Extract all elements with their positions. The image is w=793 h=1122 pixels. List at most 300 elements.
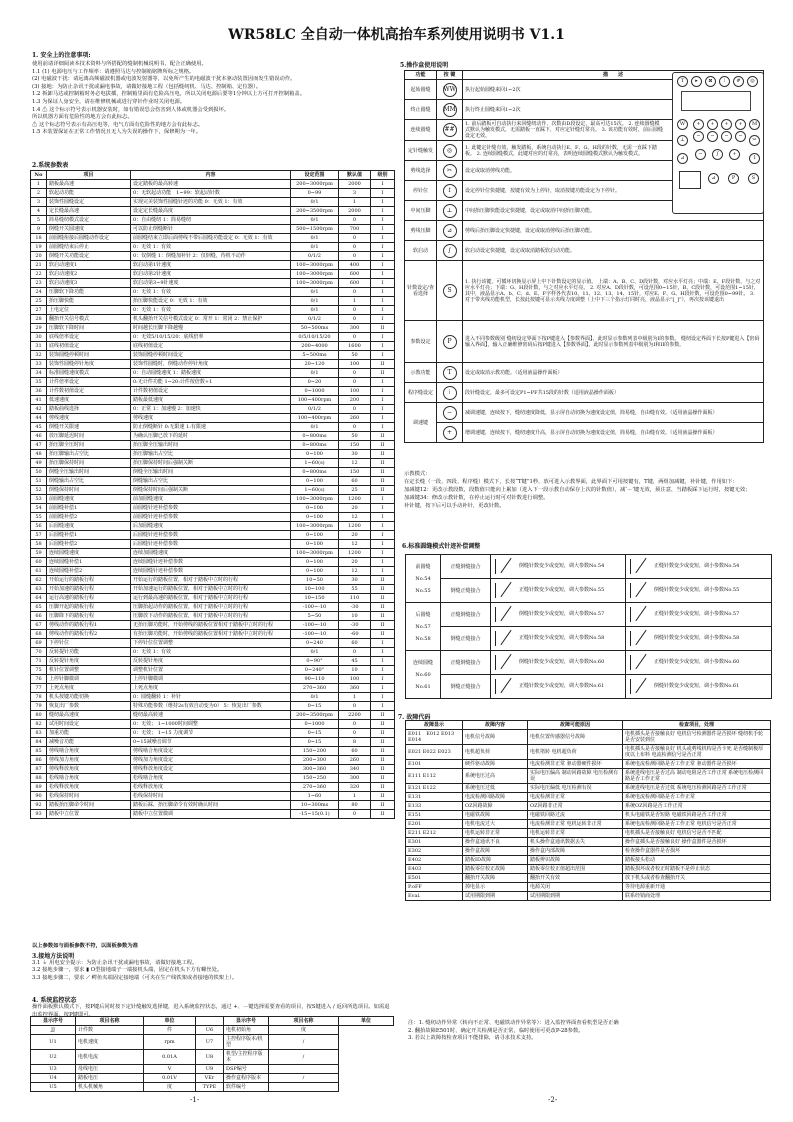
panel-key-icon[interactable]: − [721, 131, 732, 142]
unit: 0.01A [144, 1050, 196, 1065]
param-item: 前圆缝衔接后圆缝动作设定 [47, 234, 131, 243]
description: 减调速键，连续按下，缝纫速度降低，显示屏自动切换为速度设定值，简易缝，自由缝有效。（适用液晶操作面板） [463, 403, 764, 423]
param-default: 200 [339, 396, 371, 405]
param-row [31, 585, 395, 594]
panel-key-icon[interactable]: + [729, 149, 740, 160]
key-cell [437, 80, 463, 100]
fault-row [406, 760, 771, 769]
param-default: 8 [339, 738, 371, 747]
stitch-diagram-icon [493, 557, 515, 575]
param-item: 压脚软下降时间 [47, 324, 131, 333]
fault-note: 注：1. 缝纫动作异常（转向不正常、电磁铁动作异常等）：进入监控界面查看机型是否正确 [408, 1020, 619, 1026]
fault-cause: 电源关闭 [528, 883, 623, 892]
safety-line: 1.4 ⚠ 这个标示符号表示机器安装时，如有错误恐会伤害到人体或机器会受到损坏。 [32, 106, 230, 113]
item-name: 主控程序版本/机型 [224, 1035, 269, 1050]
param-row [31, 513, 395, 522]
fault-row [406, 892, 771, 901]
panel-key-icon[interactable]: M [749, 119, 760, 130]
key-cell [437, 181, 463, 201]
param-no: 21 [31, 261, 47, 270]
param-item: 踏板抬压脚命令时间 [47, 801, 131, 810]
safety-line: 1.1 (1) 电源电压与工作频率：请遵照马达与控制箱铭牌所标之规格。 [32, 68, 195, 75]
param-default: 0 [339, 423, 371, 432]
param-no: 82 [31, 720, 47, 729]
panel-key-icon[interactable]: ⊥ [677, 135, 688, 146]
param-content: 0：自由缝纫 1：简易缝纫 [131, 216, 291, 225]
param-item: 抬压脚快能 [47, 297, 131, 306]
panel-key-icon[interactable]: S [748, 173, 759, 184]
param-level: I [371, 522, 395, 531]
param-no: 90 [31, 792, 47, 801]
param-content: 无抬压脚功能时，开始剪线的踏板位置相对于踏板中立时的行程 [131, 621, 291, 630]
param-default: 2000 [339, 207, 371, 216]
param-content: 软启动第1针速度 [131, 261, 291, 270]
fault-content: 系统电压过高 [463, 769, 528, 784]
stitch-diagram-icon [493, 629, 515, 647]
param-level: II [371, 432, 395, 441]
param-content: 抬压脚快能设定 0：无效 1：有效 [131, 297, 291, 306]
param-range: 0/1 [291, 288, 339, 297]
panel-key-icon[interactable]: − [693, 131, 704, 142]
param-range: 0~100 [291, 567, 339, 576]
fault-cause: 机头操作盒通讯数据丢失 [528, 838, 623, 847]
fault-check: 电机插头是否接触良好 机头或剪线机构是否卡死 是否缝制极厚度以上布料 电流检测信号是否正常 [623, 745, 771, 760]
function-name: 示教功能 [405, 363, 437, 383]
item-name: 踏板电压 [76, 1074, 144, 1083]
panel-key-icon[interactable]: − [695, 149, 706, 160]
fault-row [406, 811, 771, 820]
unit: 度 [269, 1026, 339, 1035]
param-row [31, 558, 395, 567]
panel-key-icon[interactable]: ⊿ [677, 153, 688, 164]
fault-row [406, 838, 771, 847]
monitor-row [31, 1074, 394, 1083]
fault-check: 检查操作盒器件是否损坏 [623, 847, 771, 856]
param-level: I [371, 513, 395, 522]
param-level: I [371, 198, 395, 207]
fault-content: 电流检测回路故障 [463, 793, 528, 802]
fault-check: 放下机头或者检查翻抬开关 [623, 874, 771, 883]
param-row [31, 270, 395, 279]
param-range: 150~200 [291, 747, 339, 756]
param-row [31, 369, 395, 378]
param-item: 压脚软下降功能 [47, 288, 131, 297]
param-item: 软启动速度1 [47, 261, 131, 270]
param-no: 59 [31, 549, 47, 558]
panel-key-icon[interactable]: ⁞ [719, 76, 730, 87]
panel-key-icon[interactable]: − [735, 131, 746, 142]
param-range: 0~100 [291, 540, 339, 549]
panel-key-icon[interactable]: T [677, 76, 688, 87]
panel-key-icon[interactable]: + [707, 119, 718, 130]
stitch-diagram-icon [493, 677, 515, 695]
fault-content: 试用期限到期 [463, 892, 528, 901]
param-content: 设定踏板的最高转速 [131, 180, 291, 189]
stitch-diagram-icon [493, 653, 515, 671]
param-number: No.54 [415, 575, 431, 582]
param-item: 反转提针功能 [47, 648, 131, 657]
monitor-table [30, 1016, 394, 1092]
teach-line: 加减键34：修改示教针数，在停止运行时可对针数进行调整。 [404, 495, 549, 501]
teach-line: 示教模式： [404, 471, 431, 477]
param-content: 反转提针角度 [131, 657, 291, 666]
param-range: 100~3000rpm [291, 279, 339, 288]
safety-line: 使用前请详细阅读本技术资料与所搭配的缝制机械说明书，配合正确使用。 [32, 61, 207, 67]
param-default: -60 [339, 630, 371, 639]
param-level: I [371, 243, 395, 252]
param-row [31, 783, 395, 792]
key-cell [437, 241, 463, 261]
param-no: 48 [31, 450, 47, 459]
group-name: 连续圆缝 [412, 659, 433, 666]
param-item: 踏板曲线选择 [47, 405, 131, 414]
param-item: 简易缝纫模式设定 [47, 216, 131, 225]
param-item: 试用时间设定 [47, 720, 131, 729]
param-level: II [371, 738, 395, 747]
param-no: 77 [31, 684, 47, 693]
fault-content: 掉电显示 [463, 883, 528, 892]
param-row [31, 180, 395, 189]
adjust-cell [491, 579, 626, 603]
adjust-cell [626, 555, 772, 579]
param-item: 装饰性圆缝停针角度 [47, 360, 131, 369]
param-default: 60 [339, 639, 371, 648]
param-row [31, 189, 395, 198]
display-code: U1 [31, 1035, 76, 1050]
param-item: 后圆缝速度 [47, 522, 131, 531]
param-range: 0~240 [291, 639, 339, 648]
param-range: 0~100 [291, 531, 339, 540]
param-level: I [371, 702, 395, 711]
param-range: 0/1 [291, 198, 339, 207]
key-cell [437, 120, 463, 141]
panel-key-icon[interactable]: − [707, 131, 718, 142]
adjust-cell [626, 627, 772, 651]
param-range: 200~3500rpm [291, 207, 339, 216]
param-default: 12 [339, 513, 371, 522]
fault-content: 操作盒故障 [463, 847, 528, 856]
description: 进入不同参数级别 缝纫设定界面下按P键进入【参数界面】，此时显示参数列表中级别为I的参数。 缝纫设定界面下长按P键进入【密码输入界面】，输入正确维修密码后按P键进入【参数界面】，此时显示参数列表中级别为I和II的参数。 [463, 321, 764, 363]
param-no: 41 [31, 396, 47, 405]
param-no: 53 [31, 495, 47, 504]
param-content: 抬压脚输出占空比 [131, 450, 291, 459]
param-no: 33 [31, 360, 47, 369]
param-no: 86 [31, 756, 47, 765]
panel-key-icon[interactable]: ⊿ [708, 173, 719, 184]
param-row [31, 351, 395, 360]
adjust-text: 正缝针数变少或变短，调大参数No.55 [519, 586, 605, 593]
display-code: U9 [196, 1065, 224, 1074]
param-level: II [371, 711, 395, 720]
column-header: 内容 [131, 171, 291, 180]
param-item: 放压脚延迟时间 [47, 432, 131, 441]
param-row [31, 756, 395, 765]
fault-cause: 试用期限到期 [528, 892, 623, 901]
param-item: 松线保持时间 [47, 792, 131, 801]
param-range: 100~3000rpm [291, 549, 339, 558]
param-content: 上死点角度 [131, 684, 291, 693]
panel-key-icon[interactable]: + [735, 119, 746, 130]
param-content: 装饰性圆缝时，倒缝动作停针角度 [131, 360, 291, 369]
panel-indicator [679, 171, 701, 189]
panel-key-icon[interactable]: P [728, 173, 739, 184]
function-name: 起始圆缝 [405, 80, 437, 100]
param-content: 倒缝全压输出时间 [131, 468, 291, 477]
key-cell [437, 423, 463, 443]
group-cell [406, 651, 441, 699]
param-content: 0~15减噪音调节 [131, 738, 291, 747]
fault-content: 电机运转非正常 [463, 829, 528, 838]
column-header: 级别 [371, 171, 395, 180]
fault-check: 系统电流检测回路是否工作正常 电机信号是否正常 [623, 820, 771, 829]
param-content: 前加圆缝速度 [131, 495, 291, 504]
teach-line: 加减键12：更改示教段数，段数值只能向上累加（进入下一段示教自动保存上次的针数值），减‘－’键无效，须注意，当踏板踩下运行时，按键无效； [404, 487, 751, 493]
param-range: 0/1 [291, 216, 339, 225]
param-level: I [371, 693, 395, 702]
adjust-text: 倒缝针数变少或变短，调小参数No.55 [654, 586, 740, 593]
param-no: 18 [31, 234, 47, 243]
param-item: 上停针脚微调 [47, 675, 131, 684]
param-default: 0 [339, 729, 371, 738]
safety-line: 1.3 为保证人身安全，请在维修机械或进行穿针作业时关闭电源。 [32, 98, 186, 105]
param-default: 55 [339, 585, 371, 594]
panel-key-icon[interactable]: ⊠ [705, 76, 716, 87]
param-level: II [371, 459, 395, 468]
param-row [31, 432, 395, 441]
param-default: 50 [339, 432, 371, 441]
param-default: 0 [339, 702, 371, 711]
param-range: 0~800ms [291, 468, 339, 477]
param-item: 反转提针角度 [47, 657, 131, 666]
param-row [31, 477, 395, 486]
panel-key-icon[interactable]: ✂ [749, 135, 760, 146]
stitch-diagram-icon [628, 677, 650, 695]
unit: V [144, 1065, 196, 1074]
unit [269, 1065, 339, 1074]
param-item: 压脚降下的踏板行程 [47, 612, 131, 621]
fault-content: OZ回路故障 [463, 802, 528, 811]
column-header: 默认值 [339, 171, 371, 180]
param-number: No.55 [415, 587, 431, 594]
param-content: 后加圆缝速度 [131, 522, 291, 531]
table-gap [196, 1017, 224, 1026]
param-number: No.61 [415, 683, 431, 690]
param-range: 100~3000rpm [291, 270, 339, 279]
param-content: 软启动第3~9针速度 [131, 279, 291, 288]
param-row [31, 720, 395, 729]
param-level: II [371, 324, 395, 333]
param-no: 51 [31, 477, 47, 486]
param-default: 20 [339, 504, 371, 513]
param-range: -100~-10 [291, 630, 339, 639]
param-row [31, 468, 395, 477]
comp-heading: 6.标准圆缝模式针迹补偿调整 [402, 543, 481, 550]
param-no: 63 [31, 585, 47, 594]
item-name: 计件数 [76, 1026, 144, 1035]
params-note: 以上参数如与面板参数不符，以面板参数为准 [32, 943, 138, 949]
fault-code: E301 [406, 838, 463, 847]
fault-check: 系统电流检测回路是否工作正常 [623, 793, 771, 802]
param-level: II [371, 774, 395, 783]
param-no: 45 [31, 423, 47, 432]
param-default: 700 [339, 225, 371, 234]
param-default: 320 [339, 783, 371, 792]
fault-code: E402 [406, 856, 463, 865]
param-default: 1200 [339, 522, 371, 531]
fault-code: E302 [406, 847, 463, 856]
param-row [31, 396, 395, 405]
operation-panel [672, 72, 764, 214]
stitch-diagram-icon [628, 581, 650, 599]
function-name: 剪线压脚 [405, 221, 437, 241]
param-content: 抬压脚全压输出时间 [131, 441, 291, 450]
param-default: 30 [339, 450, 371, 459]
param-level: I [371, 234, 395, 243]
param-level: I [371, 342, 395, 351]
param-no: 76 [31, 675, 47, 684]
param-level: I [371, 333, 395, 342]
fault-check: 联系经销商处理 [623, 892, 771, 901]
param-no: 54 [31, 504, 47, 513]
description: 增调速键，连续按下，缝纫速度升高，显示屏自动切换为速度设定值，简易缝，自由缝有效。（适用液晶操作面板） [463, 423, 764, 443]
display-code: JJ [31, 1026, 76, 1035]
param-item: 软起动功能 [47, 189, 131, 198]
fault-cause: 电流检测非正常 [528, 793, 623, 802]
column-header: 显示序号 [31, 1017, 76, 1026]
param-content: 压脚抬起动作的踏板位置，相对于踏板中立时的行程 [131, 603, 291, 612]
param-item: 运行高速的踏板行程 [47, 594, 131, 603]
fault-check: 电机插头是否接触良好 电机信号检测器件是否损坏 缝纫机手轮是否安装到位 [623, 730, 771, 745]
param-row [31, 450, 395, 459]
param-item: 前圆缝补偿2 [47, 513, 131, 522]
teach-line: 补针键，按下后可以手动补针，更改针数。 [404, 503, 505, 509]
param-item: 倒缝输出占空比 [47, 477, 131, 486]
adjust-text: 正缝针数变少或变短，调小参数No.54 [654, 562, 740, 569]
param-range: 0/1/2 [291, 405, 339, 414]
param-level: I [371, 351, 395, 360]
param-default: 600 [339, 279, 371, 288]
fault-row [406, 730, 771, 745]
param-no: 87 [31, 765, 47, 774]
param-item: 开始运行的踏板行程 [47, 576, 131, 585]
param-no: 56 [31, 522, 47, 531]
safety-line: 1.5 本装置保证在正常工作情况且无人为失误的操作下，保修期为一年。 [32, 129, 202, 136]
param-item: 装饰圆缝停顿时间 [47, 351, 131, 360]
joint-type: 正缝倒缝接合 [441, 651, 491, 675]
stitch-diagram-icon [628, 557, 650, 575]
param-content: 连续加圆缝速度 [131, 549, 291, 558]
param-default: 2000 [339, 180, 371, 189]
param-row [31, 360, 395, 369]
panel-key-icon[interactable]: ▸ [691, 76, 702, 87]
param-default: 3 [339, 189, 371, 198]
param-level: I [371, 387, 395, 396]
param-row [31, 423, 395, 432]
param-default: 100 [339, 360, 371, 369]
column-header: 设定范围 [291, 171, 339, 180]
param-level: II [371, 756, 395, 765]
panel-key-icon[interactable]: W [677, 119, 688, 130]
column-header: 功能 [405, 71, 437, 80]
key-6-icon: ⊥ [443, 204, 457, 218]
param-item: 剪线动作的踏板行程1 [47, 621, 131, 630]
param-row [31, 594, 395, 603]
param-default: 0 [339, 405, 371, 414]
param-item: 松线释放角度 [47, 783, 131, 792]
param-content: 可以防止倒缝断针 [131, 225, 291, 234]
param-row [31, 387, 395, 396]
param-level: I [371, 288, 395, 297]
param-content: 踏板最低速度 [131, 396, 291, 405]
param-level: I [371, 675, 395, 684]
monitor-row [31, 1026, 394, 1035]
param-default: 0 [339, 720, 371, 729]
param-item: 倒缝开关功能设定 [47, 252, 131, 261]
param-default: 300 [339, 324, 371, 333]
param-default: 25 [339, 486, 371, 495]
param-item: 后圆缝补偿2 [47, 540, 131, 549]
panel-key-icon[interactable]: + [721, 119, 732, 130]
panel-key-icon[interactable]: ↕ [749, 153, 760, 164]
param-item: 下停针位 [47, 639, 131, 648]
param-range: 10~100 [291, 585, 339, 594]
param-default: 60 [339, 477, 371, 486]
param-level: I [371, 216, 395, 225]
panel-key-icon[interactable]: ◎ [747, 76, 758, 87]
param-content: 0：无软起动功能 1~99：软起动针数 [131, 189, 291, 198]
param-level: I [371, 270, 395, 279]
param-default: 0 [339, 648, 371, 657]
param-range: 0~100 [291, 450, 339, 459]
param-level: II [371, 585, 395, 594]
param-no: 92 [31, 801, 47, 810]
function-name: 程序缝设定 [405, 383, 437, 403]
param-level: II [371, 468, 395, 477]
param-row [31, 441, 395, 450]
panel-key-icon[interactable]: ∫ [712, 149, 723, 160]
adjust-text: 倒缝针数变少或变短，调小参数No.61 [654, 682, 740, 689]
display-code: VEr [196, 1074, 224, 1083]
param-default: 1 [339, 693, 371, 702]
param-range: 100~3000rpm [291, 522, 339, 531]
item-name: 软件编号 [224, 1083, 269, 1092]
param-default: 360 [339, 684, 371, 693]
param-row [31, 243, 395, 252]
param-default: 100 [339, 387, 371, 396]
param-item: 计件数初值设定 [47, 387, 131, 396]
param-content: 0：仅倒缝 1：倒缝加补针 2：仅倒缝，待机不动作 [131, 252, 291, 261]
param-range: 0/1 [291, 423, 339, 432]
param-item: 恢复出厂参数 [47, 702, 131, 711]
param-range: 0/1 [291, 243, 339, 252]
joint-type: 正缝倒缝接合 [441, 555, 491, 579]
panel-key-icon[interactable]: + [693, 119, 704, 130]
param-level: I [371, 549, 395, 558]
param-no: 1 [31, 180, 47, 189]
param-default: 45 [339, 657, 371, 666]
param-item: 前圆缝结束后停止 [47, 243, 131, 252]
param-default: 1 [339, 792, 371, 801]
unit: / [269, 1035, 339, 1050]
param-no: 28 [31, 315, 47, 324]
param-no: 71 [31, 657, 47, 666]
param-content: 0：无效 1：有效 [131, 306, 291, 315]
param-range: 5~500ms [291, 351, 339, 360]
param-level: II [371, 801, 395, 810]
param-level: I [371, 558, 395, 567]
panel-key-icon[interactable]: # [733, 76, 744, 87]
param-content: 防止倒缝断针 0:无限速 1:有限速 [131, 423, 291, 432]
